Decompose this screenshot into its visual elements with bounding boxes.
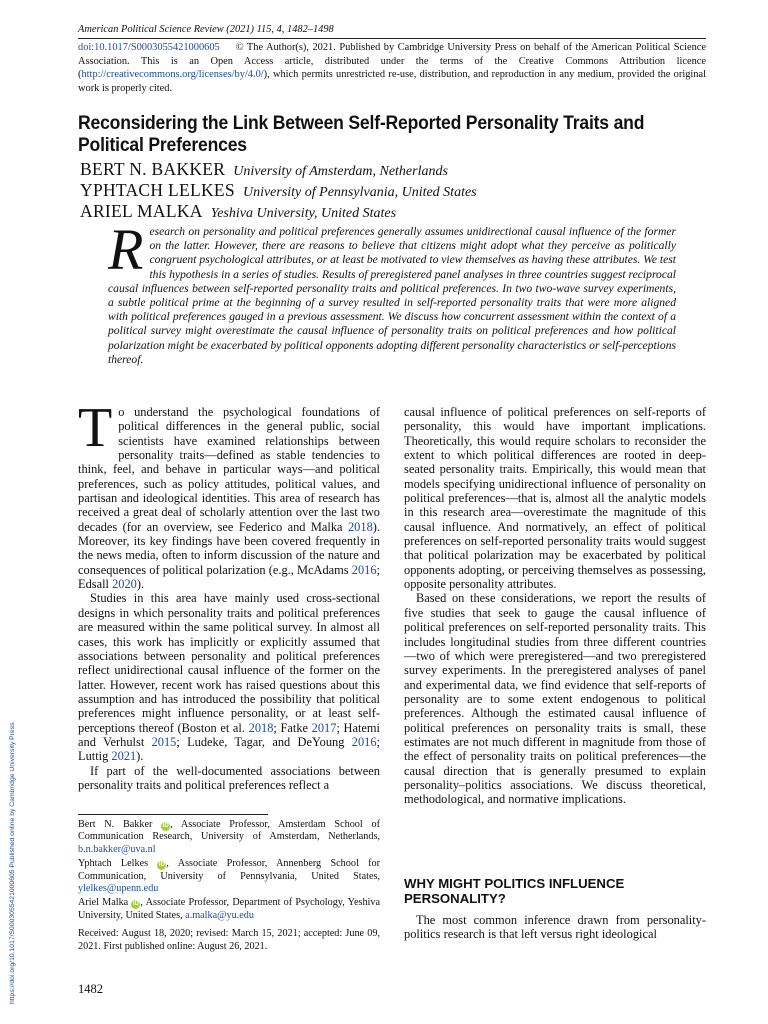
paragraph: Based on these considerations, we report the results of five studies that seek to gauge the causal influence of political preferences on self-reported personality traits. This includes longitudinal studies from three different countries—two of which were preregistered—and two preregistered survey experiments. In the preregistered analyses of panel and experimental data, we find evidence that self-reports of personality are to some extent endogenous to political preferences. Although the estimated causal influence of political preferences on personality traits is small, these estimates are not much different in magnitude from those of the effect of personality traits on political preferences—the causal direction that is generally presumed to explain personality–politics associations. We discuss theoretical, methodological, and normative implications. [404, 591, 706, 807]
author-line-bakker [80, 159, 448, 180]
body-left-column [78, 397, 380, 792]
text-run: ). Moreover, its key findings have been covered frequently in the news media, often to inform discussion of the nature and consequences of political polarization (e.g., McAdams [78, 519, 380, 577]
journal-citation: American Political Science Review (2021) 115, 4, 1482–1498 [78, 24, 706, 39]
author-name: ARIEL MALKA [80, 201, 203, 221]
citation-link[interactable]: 2018 [248, 720, 274, 735]
text-run: ). [136, 577, 145, 592]
text-run: , Associate Professor, Annenberg School for Communication, University of Pennsylvania, United States, [78, 858, 380, 882]
article-title: Reconsidering the Link Between Self-Reported Personality Traits and Political Preferences [78, 112, 645, 156]
received-dates: Received: August 18, 2020; revised: March 15, 2021; accepted: June 09, 2021. First published online: August 26, 2021. [78, 928, 380, 952]
text-run: Bert N. Bakker [78, 819, 162, 830]
orcid-icon[interactable]: iD [162, 823, 169, 829]
citation-link[interactable]: 2018 [347, 519, 373, 534]
license-tail: ), which permits unrestricted re-use, distribution, and reproduction in any medium, provided the original work is properly cited. [78, 69, 706, 94]
text-run: , Associate Professor, Amsterdam School of Communication Research, University of Amsterdam, Netherlands, [78, 819, 380, 843]
footnote-malka [78, 897, 380, 922]
citation-link[interactable]: 2021 [111, 749, 137, 764]
abstract-text: esearch on personality and political preferences generally assumes unidirectional causal influence of the former on the latter. However, there are reasons to believe that citizens might adopt what they perceive as politically congruent psychological attributes, or at least be motivated to view themselves as having these attributes. We test this hypothesis in a series of studies. Results of preregistered panel analyses in three countries suggest reciprocal causal influences between self-reported personality traits and political preferences. In two two-wave survey experiments, a subtle political prime at the beginning of a survey resulted in self-reported personality traits that were more aligned with political preferences gauged in a previous assessment. We discuss how concurrent assessment within the context of a political survey might overestimate the causal influence of personality traits on political preferences and how political polarization might be exacerbated by political opponents adopting different personality characteristics or self-perceptions thereof. [108, 225, 676, 366]
email-link[interactable]: a.malka@yu.edu [185, 909, 254, 921]
footnote-rule [78, 814, 268, 815]
text-run: ; Fatke [273, 720, 312, 735]
citation-link[interactable]: 2016 [351, 562, 377, 577]
text-run: Yphtach Lelkes [78, 858, 158, 870]
text-run: o understand the psychological foundations of political differences in the general public, social scientists have examined relationships between personality traits—defined as stable tendencies to think, feel, and behave in particular ways—and political preferences, such as policy attitudes, political values, and partisan and ideological identities. This area of research has received a great deal of scholarly attention over the last two decades (for an overview, see Federico and Malka [78, 405, 380, 534]
citation-link[interactable]: 2020 [112, 577, 137, 592]
side-doi-url[interactable] [9, 722, 16, 1004]
doi-license-block [78, 41, 706, 95]
author-name: YPHTACH LELKES [80, 180, 235, 200]
side-doi-text: https://doi.org/10.1017/S0003055421000605 Published online by Cambridge University Press [9, 722, 16, 1004]
text-run: Ariel Malka [78, 897, 132, 909]
text-run: , Associate Professor, Department of Psychology, Yeshiva University, United States, [78, 897, 380, 921]
footnote-lelkes [78, 858, 380, 895]
text-run: ). [136, 749, 144, 764]
author-affiliation: University of Pennsylvania, United States [242, 185, 477, 200]
body-dropcap: T [78, 397, 113, 459]
paragraph [78, 397, 380, 592]
citation-link[interactable]: 2015 [151, 734, 177, 749]
author-name: BERT N. BAKKER [80, 159, 226, 179]
author-affiliation: Yeshiva University, United States [210, 206, 397, 221]
doi-link[interactable]: doi:10.1017/S0003055421000605 [78, 42, 220, 53]
orcid-icon[interactable]: iD [158, 862, 165, 869]
license-text: © The Author(s), 2021. Published by Cambridge University Press on behalf of the American Political Science Association. This is an Open Access article, distributed under the terms of the Creative Commons Attribution licence ( [78, 42, 706, 80]
paragraph: The most common inference drawn from personality-politics research is that left versus right ideological [404, 913, 706, 942]
footnote-bakker [78, 819, 380, 856]
abstract [108, 217, 676, 367]
paragraph [78, 591, 380, 763]
text-run: ; Luttig [78, 734, 380, 764]
email-link[interactable]: b.n.bakker@uva.nl [78, 843, 156, 855]
license-link[interactable]: http://creativecommons.org/licenses/by/4.0/ [81, 69, 264, 80]
abstract-dropcap: R [108, 217, 144, 282]
email-link[interactable]: ylelkes@upenn.edu [78, 883, 159, 895]
text-run: Studies in this area have mainly used cross-sectional designs in which personality traits and political preferences are measured within the same political survey. In almost all cases, this work has implicitly or explicitly assumed that associations between personality and political preferences reflect unidirectional causal influence of the former on the latter. However, recent work has raised questions about this assumption and has introduced the possibility that political preferences might influence personality, or at least self-perceptions thereof (Boston et al. [78, 591, 380, 735]
section-heading: WHY MIGHT POLITICS INFLUENCE PERSONALITY? [404, 876, 625, 906]
citation-link[interactable]: 2017 [311, 720, 337, 735]
author-footnotes [78, 814, 380, 955]
paragraph: causal influence of political preferences on self-reports of personality, this would have important implications. Theoretically, this would require scholars to reconsider the extent to which political differences are rooted in deep-seated personality traits. Empirically, this would mean that models specifying unidirectional influence of personality on political preferences—that is, almost all the analytic models in this research area—overestimate the magnitude of this causal influence. And normatively, an effect of political preferences on self-reported personality traits would suggest that political polarization may be exacerbated by political opponents adopting, or perceiving themselves as possessing, opposite personality attributes. [404, 405, 706, 592]
author-line-lelkes [80, 180, 477, 201]
page-number: 1482 [78, 982, 103, 996]
citation-link[interactable]: 2016 [351, 734, 377, 749]
body-right-column-continued [404, 913, 706, 942]
author-affiliation: University of Amsterdam, Netherlands [233, 164, 448, 179]
paragraph: If part of the well-documented associations between personality traits and political preferences reflect a [78, 763, 380, 792]
text-run: ; Ludeke, Tagar, and DeYoung [176, 734, 352, 749]
body-right-column [404, 405, 706, 807]
text-run: ; Edsall [78, 562, 380, 592]
text-run: ; Hatemi and Verhulst [78, 720, 380, 749]
orcid-icon[interactable]: iD [132, 901, 139, 908]
